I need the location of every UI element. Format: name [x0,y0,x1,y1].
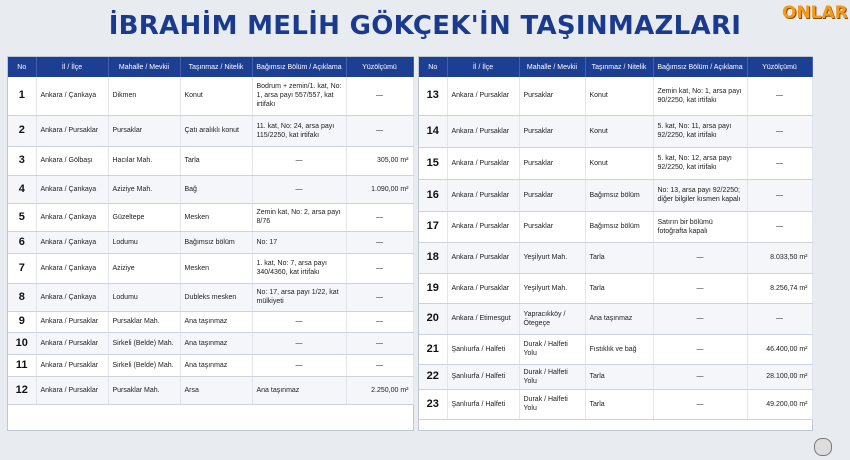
cell-yuzolcumu: 305,00 m² [346,146,413,175]
table-header [419,57,812,77]
cell-no: 2 [8,115,36,146]
cell-mahalle: Pursaklar [519,211,585,242]
cell-il-ilce: Ankara / Pursaklar [36,376,108,404]
column-header-il: İl / İlçe [447,57,519,77]
column-header-mahalle: Mahalle / Mevkii [519,57,585,77]
cell-il-ilce: Ankara / Çankaya [36,283,108,311]
cell-nitelik: Bağımsız bölüm [585,211,653,242]
cell-aciklama: Zemin kat, No: 1, arsa payı 90/2250, kat irtifakı [653,77,747,115]
table-row [8,354,413,376]
cell-mahalle: Pursaklar [519,147,585,179]
cell-nitelik: Konut [180,77,252,115]
table-row [419,273,812,303]
cell-no: 3 [8,146,36,175]
cell-il-ilce: Ankara / Pursaklar [447,77,519,115]
table-row [419,211,812,242]
cell-no: 5 [8,203,36,231]
cell-il-ilce: Ankara / Pursaklar [447,115,519,147]
cell-mahalle: Lodumu [108,283,180,311]
cell-nitelik: Bağımsız bölüm [180,231,252,253]
cell-aciklama: 5. kat, No: 11, arsa payı 92/2250, kat irtifakı [653,115,747,147]
page-title: İBRAHİM MELİH GÖKÇEK'İN TAŞINMAZLARI [108,11,742,41]
cell-aciklama: 11. kat, No: 24, arsa payı 115/2250, kat irtifakı [252,115,346,146]
table-row [8,146,413,175]
cell-il-ilce: Ankara / Pursaklar [447,242,519,273]
cell-no: 18 [419,242,447,273]
cell-nitelik: Tarla [585,389,653,419]
cell-aciklama: No: 17 [252,231,346,253]
cell-mahalle: Sirkeli (Belde) Mah. [108,354,180,376]
play-icon[interactable] [814,438,832,456]
cell-yuzolcumu: — [346,253,413,283]
cell-yuzolcumu: — [346,115,413,146]
cell-aciklama: 5. kat, No: 12, arsa payı 92/2250, kat irtifakı [653,147,747,179]
column-header-nitelik: Taşınmaz / Nitelik [180,57,252,77]
cell-yuzolcumu: — [747,115,812,147]
table-row [419,179,812,211]
cell-no: 22 [419,364,447,389]
column-header-aciklama: Bağımsız Bölüm / Açıklama [653,57,747,77]
cell-no: 7 [8,253,36,283]
cell-aciklama: — [653,389,747,419]
cell-no: 8 [8,283,36,311]
table-row [8,332,413,354]
cell-aciklama: Bodrum + zemin/1. kat, No: 1, arsa payı 557/557, kat irtifakı [252,77,346,115]
table-row [419,242,812,273]
table-row [419,115,812,147]
cell-mahalle: Durak / Halfeti Yolu [519,389,585,419]
cell-nitelik: Konut [585,115,653,147]
cell-nitelik: Çatı aralıklı konut [180,115,252,146]
cell-nitelik: Tarla [585,242,653,273]
cell-mahalle: Aziziye Mah. [108,175,180,203]
cell-aciklama: — [653,242,747,273]
cell-il-ilce: Ankara / Çankaya [36,203,108,231]
cell-yuzolcumu: — [346,203,413,231]
cell-il-ilce: Ankara / Pursaklar [36,115,108,146]
cell-il-ilce: Ankara / Pursaklar [447,273,519,303]
cell-mahalle: Durak / Halfeti Yolu [519,334,585,364]
cell-aciklama: — [653,334,747,364]
table-header [8,57,413,77]
cell-mahalle: Yapracıkköy / Ötegeçe [519,303,585,334]
cell-aciklama: — [252,175,346,203]
cell-yuzolcumu: 1.090,00 m² [346,175,413,203]
cell-aciklama: 1. kat, No: 7, arsa payı 340/4360, kat irtifakı [252,253,346,283]
cell-aciklama: — [252,146,346,175]
cell-no: 16 [419,179,447,211]
cell-il-ilce: Ankara / Gölbaşı [36,146,108,175]
cell-il-ilce: Ankara / Çankaya [36,77,108,115]
table-row [8,376,413,404]
cell-yuzolcumu: — [346,231,413,253]
cell-yuzolcumu: — [747,147,812,179]
cell-nitelik: Ana taşınmaz [180,311,252,332]
cell-yuzolcumu: — [747,179,812,211]
cell-il-ilce: Ankara / Çankaya [36,175,108,203]
cell-il-ilce: Ankara / Çankaya [36,253,108,283]
table-row [8,253,413,283]
cell-il-ilce: Şanlıurfa / Halfeti [447,364,519,389]
column-header-il: İl / İlçe [36,57,108,77]
cell-mahalle: Pursaklar [519,77,585,115]
cell-aciklama: No: 13, arsa payı 92/2250; diğer bilgiler kısmen kapalı [653,179,747,211]
cell-yuzolcumu: — [346,354,413,376]
cell-aciklama: Satırın bir bölümü fotoğrafta kapalı [653,211,747,242]
cell-aciklama: — [252,332,346,354]
column-header-no: No [419,57,447,77]
cell-nitelik: Tarla [585,364,653,389]
cell-il-ilce: Ankara / Pursaklar [36,311,108,332]
cell-yuzolcumu: — [747,211,812,242]
cell-mahalle: Durak / Halfeti Yolu [519,364,585,389]
column-header-yuzolcumu: Yüzölçümü [346,57,413,77]
cell-il-ilce: Ankara / Pursaklar [447,147,519,179]
cell-nitelik: Mesken [180,203,252,231]
cell-mahalle: Güzeltepe [108,203,180,231]
cell-nitelik: Arsa [180,376,252,404]
cell-yuzolcumu: — [346,332,413,354]
cell-no: 15 [419,147,447,179]
channel-logo: ONLAR [782,3,848,23]
cell-mahalle: Pursaklar [519,179,585,211]
cell-yuzolcumu: 8.256,74 m² [747,273,812,303]
cell-no: 6 [8,231,36,253]
cell-yuzolcumu: — [747,77,812,115]
cell-mahalle: Yeşilyurt Mah. [519,242,585,273]
cell-no: 9 [8,311,36,332]
cell-nitelik: Konut [585,77,653,115]
table-row [419,77,812,115]
table-row [8,231,413,253]
cell-mahalle: Pursaklar Mah. [108,311,180,332]
cell-mahalle: Hacılar Mah. [108,146,180,175]
column-header-no: No [8,57,36,77]
cell-yuzolcumu: 2.250,00 m² [346,376,413,404]
properties-table-right [418,56,813,431]
cell-mahalle: Aziziye [108,253,180,283]
cell-aciklama: — [252,311,346,332]
table-row [8,77,413,115]
cell-aciklama: Zemin kat, No: 2, arsa payı 8/76 [252,203,346,231]
cell-no: 12 [8,376,36,404]
table-row [8,175,413,203]
cell-nitelik: Ana taşınmaz [180,332,252,354]
cell-nitelik: Mesken [180,253,252,283]
table-row [419,364,812,389]
cell-nitelik: Ana taşınmaz [180,354,252,376]
properties-table-left [7,56,414,431]
column-header-aciklama: Bağımsız Bölüm / Açıklama [252,57,346,77]
cell-nitelik: Fıstıklık ve bağ [585,334,653,364]
cell-no: 20 [419,303,447,334]
cell-yuzolcumu: — [747,303,812,334]
cell-nitelik: Konut [585,147,653,179]
cell-il-ilce: Şanlıurfa / Halfeti [447,334,519,364]
cell-il-ilce: Ankara / Pursaklar [447,179,519,211]
cell-nitelik: Ana taşınmaz [585,303,653,334]
cell-mahalle: Sirkeli (Belde) Mah. [108,332,180,354]
cell-aciklama: — [653,364,747,389]
cell-no: 11 [8,354,36,376]
cell-yuzolcumu: 8.033,50 m² [747,242,812,273]
cell-no: 21 [419,334,447,364]
cell-nitelik: Bağ [180,175,252,203]
cell-yuzolcumu: — [346,77,413,115]
cell-no: 1 [8,77,36,115]
cell-nitelik: Dubleks mesken [180,283,252,311]
cell-no: 19 [419,273,447,303]
cell-no: 17 [419,211,447,242]
cell-yuzolcumu: — [346,283,413,311]
cell-aciklama: — [653,303,747,334]
column-header-mahalle: Mahalle / Mevkii [108,57,180,77]
cell-aciklama: — [252,354,346,376]
cell-mahalle: Pursaklar Mah. [108,376,180,404]
cell-aciklama: Ana taşınmaz [252,376,346,404]
cell-nitelik: Tarla [180,146,252,175]
cell-aciklama: No: 17, arsa payı 1/22, kat mülkiyeti [252,283,346,311]
cell-yuzolcumu: 28.100,00 m² [747,364,812,389]
cell-il-ilce: Şanlıurfa / Halfeti [447,389,519,419]
table-row [419,303,812,334]
cell-il-ilce: Ankara / Etimesgut [447,303,519,334]
cell-no: 10 [8,332,36,354]
cell-no: 4 [8,175,36,203]
cell-mahalle: Dikmen [108,77,180,115]
cell-aciklama: — [653,273,747,303]
cell-mahalle: Pursaklar [108,115,180,146]
cell-mahalle: Pursaklar [519,115,585,147]
table-row [8,115,413,146]
cell-il-ilce: Ankara / Çankaya [36,231,108,253]
cell-no: 23 [419,389,447,419]
table-row [419,334,812,364]
cell-mahalle: Lodumu [108,231,180,253]
table-row [419,147,812,179]
cell-yuzolcumu: 49.200,00 m² [747,389,812,419]
column-header-yuzolcumu: Yüzölçümü [747,57,812,77]
cell-nitelik: Tarla [585,273,653,303]
cell-yuzolcumu: 46.400,00 m² [747,334,812,364]
cell-il-ilce: Ankara / Pursaklar [447,211,519,242]
cell-il-ilce: Ankara / Pursaklar [36,332,108,354]
column-header-nitelik: Taşınmaz / Nitelik [585,57,653,77]
cell-nitelik: Bağımsız bölüm [585,179,653,211]
cell-il-ilce: Ankara / Pursaklar [36,354,108,376]
table-row [419,389,812,419]
table-row [8,203,413,231]
cell-mahalle: Yeşilyurt Mah. [519,273,585,303]
cell-no: 13 [419,77,447,115]
cell-no: 14 [419,115,447,147]
table-row [8,283,413,311]
cell-yuzolcumu: — [346,311,413,332]
table-row [8,311,413,332]
